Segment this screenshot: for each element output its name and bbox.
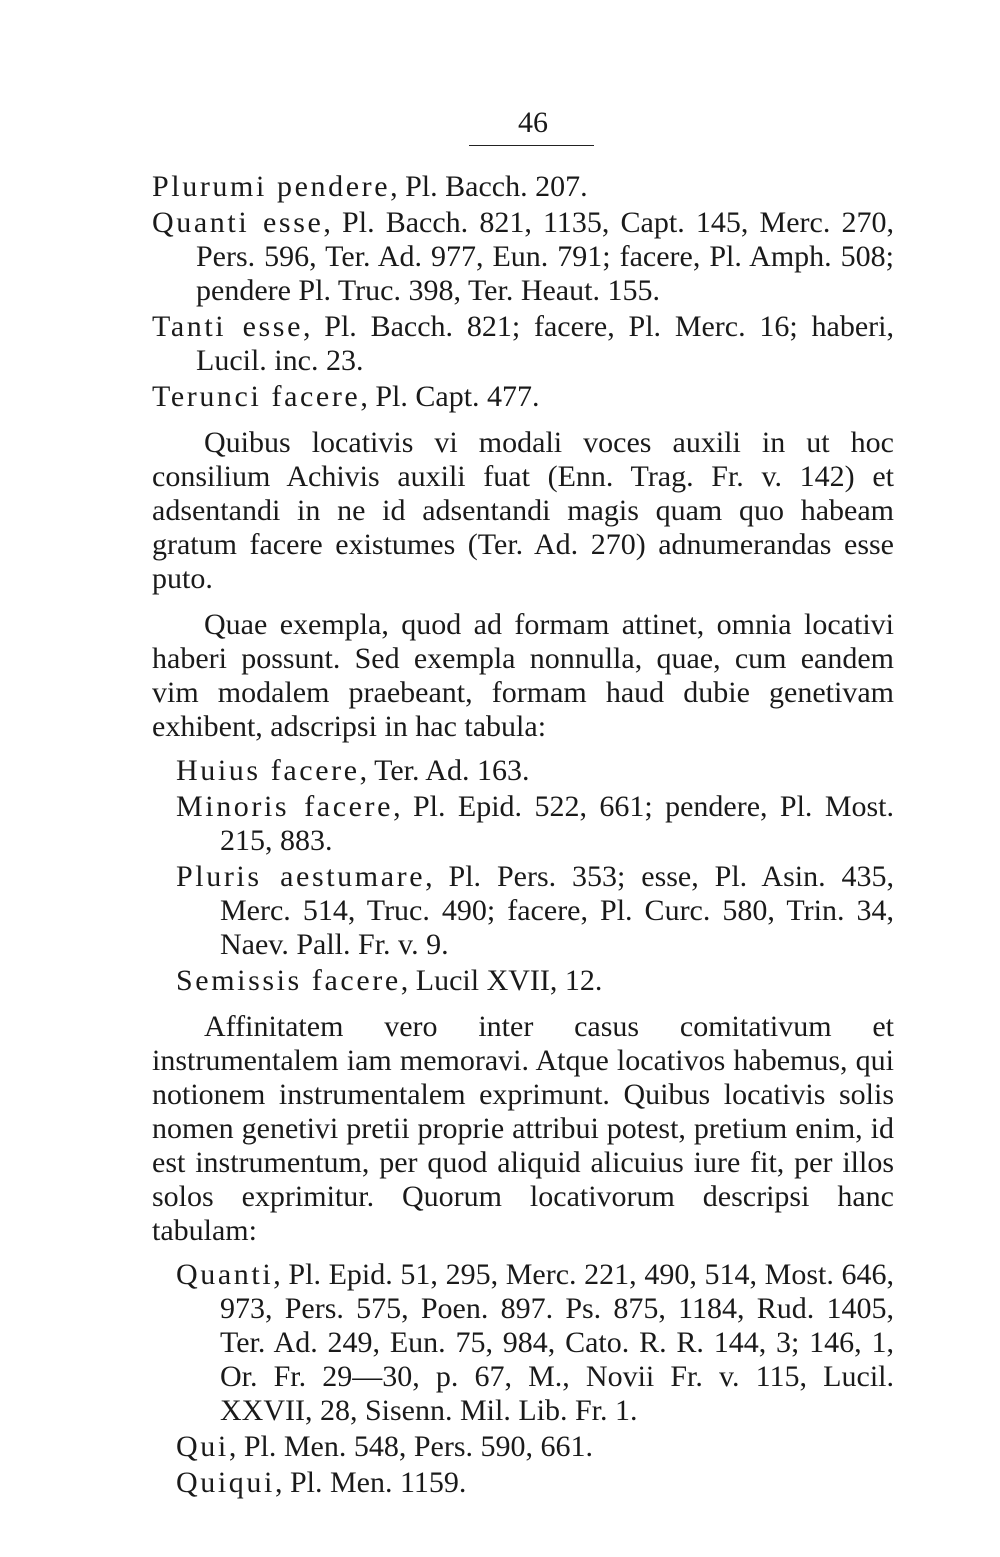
list-item xyxy=(152,380,894,414)
list-item xyxy=(176,1430,894,1464)
list-locative-modal xyxy=(152,170,894,414)
entry-head: Minoris facere xyxy=(176,790,394,823)
entry-citations: , Pl. Epid. 51, 295, Merc. 221, 490, 514, Most. 646, 973, Pers. 575, Poen. 897. Ps. 875, 1184, Rud. 1405, Ter. Ad. 249, Eun. 75, 984, Cato. R. R. 144, 3; 146, 1, Or. Fr. 29—30, p. 67, M., Novii Fr. v. 115, Lucil. XXVII, 28, Sisenn. Mil. Lib. Fr. 1. xyxy=(220,1258,894,1427)
paragraph-locativis-modali: Quibus locativis vi modali voces auxili in ut hoc consilium Achivis auxili fuat (Enn. Trag. Fr. v. 142) et adsentandi in ne id adsentandi magis quam quo habeam gratum facere existumes (Ter. Ad. 270) adnumerandas esse puto. xyxy=(152,426,894,595)
entry-citations: , Pl. Bacch. 207. xyxy=(390,170,588,203)
list-item xyxy=(176,790,894,858)
entry-head: Pluris aestumare xyxy=(176,860,426,893)
list-item xyxy=(176,1466,894,1500)
entry-head: Tanti esse xyxy=(152,310,303,343)
entry-head: Quanti xyxy=(176,1258,274,1291)
page-body xyxy=(152,170,894,1500)
entry-head: Quanti esse xyxy=(152,206,324,239)
entry-head: Plurumi pendere xyxy=(152,170,391,203)
list-item xyxy=(152,310,894,378)
list-genetive-forms xyxy=(152,754,894,998)
entry-citations: , Pl. Men. 1159. xyxy=(274,1466,467,1499)
entry-citations: , Pl. Pers. 353; esse, Pl. Asin. 435, Merc. 514, Truc. 490; facere, Pl. Curc. 580, Trin. 34, Naev. Pall. Fr. v. 9. xyxy=(220,860,894,961)
entry-citations: , Pl. Bacch. 821, 1135, Capt. 145, Merc. 270, Pers. 596, Ter. Ad. 977, Eun. 791; facere, Pl. Amph. 508; pendere Pl. Truc. 398, Ter. Heaut. 155. xyxy=(196,206,894,307)
entry-citations: , Pl. Men. 548, Pers. 590, 661. xyxy=(228,1430,593,1463)
entry-citations: , Pl. Capt. 477. xyxy=(360,380,540,413)
list-item xyxy=(176,964,894,998)
entry-citations: , Lucil XVII, 12. xyxy=(400,964,603,997)
paragraph-exempla: Quae exempla, quod ad formam attinet, omnia locativi haberi possunt. Sed exempla nonnulla, quae, cum eandem vim modalem praebeant, formam haud dubie genetivam exhibent, adscripsi in hac tabula: xyxy=(152,608,894,743)
list-instrumental-locatives xyxy=(152,1258,894,1500)
paragraph-affinitatem: Affinitatem vero inter casus comitativum et instrumentalem iam memoravi. Atque locativos habemus, qui notionem instrumentalem exprimunt. Quibus locativis solis nomen genetivi pretii proprie attribui potest, pretium enim, id est instrumentum, per quod aliquid alicuius iure fit, per illos solos exprimitur. Quorum locativorum descripsi hanc tabulam: xyxy=(152,1010,894,1247)
list-item xyxy=(152,206,894,308)
list-item xyxy=(176,754,894,788)
entry-head: Quiqui xyxy=(176,1466,275,1499)
header-rule xyxy=(469,145,594,146)
page-number: 46 xyxy=(518,106,548,139)
entry-citations: , Ter. Ad. 163. xyxy=(359,754,530,787)
list-item xyxy=(176,1258,894,1428)
entry-citations: , Pl. Epid. 522, 661; pendere, Pl. Most. 215, 883. xyxy=(220,790,895,857)
entry-citations: , Pl. Bacch. 821; facere, Pl. Merc. 16; haberi, Lucil. inc. 23. xyxy=(196,310,894,377)
entry-head: Qui xyxy=(176,1430,229,1463)
entry-head: Semissis facere xyxy=(176,964,401,997)
list-item xyxy=(176,860,894,962)
list-item xyxy=(152,170,894,204)
entry-head: Huius facere xyxy=(176,754,360,787)
entry-head: Terunci facere xyxy=(152,380,361,413)
